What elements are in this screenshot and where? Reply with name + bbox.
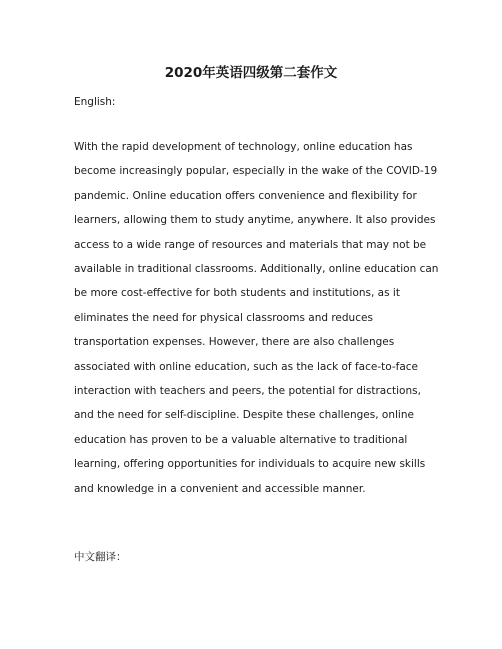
english-paragraph: With the rapid development of technology, online education has become increasingly popular, especially in the wake of the COVID-19 pandemic. Online education offers convenience and flexibility for learners, allowing them to study anytime, anywhere. It also provides access to a wide range of resources and materials that may not be available in traditional classrooms. Additionally, online education can be more cost-effective for both students and institutions, as it eliminates the need for physical classrooms and reduces transportation expenses. However, there are also challenges associated with online education, such as the lack of face-to-face interaction with teachers and peers, the potential for distractions, and the need for self-discipline. Despite these challenges, online education has proven to be a valuable alternative to traditional learning, offering opportunities for individuals to acquire new skills and knowledge in a convenient and accessible manner. <box>74 141 439 495</box>
english-section-label: English: <box>74 96 116 108</box>
chinese-section-label: 中文翻译： <box>74 551 127 563</box>
document-title: 2020年英语四级第二套作文 <box>164 65 338 81</box>
